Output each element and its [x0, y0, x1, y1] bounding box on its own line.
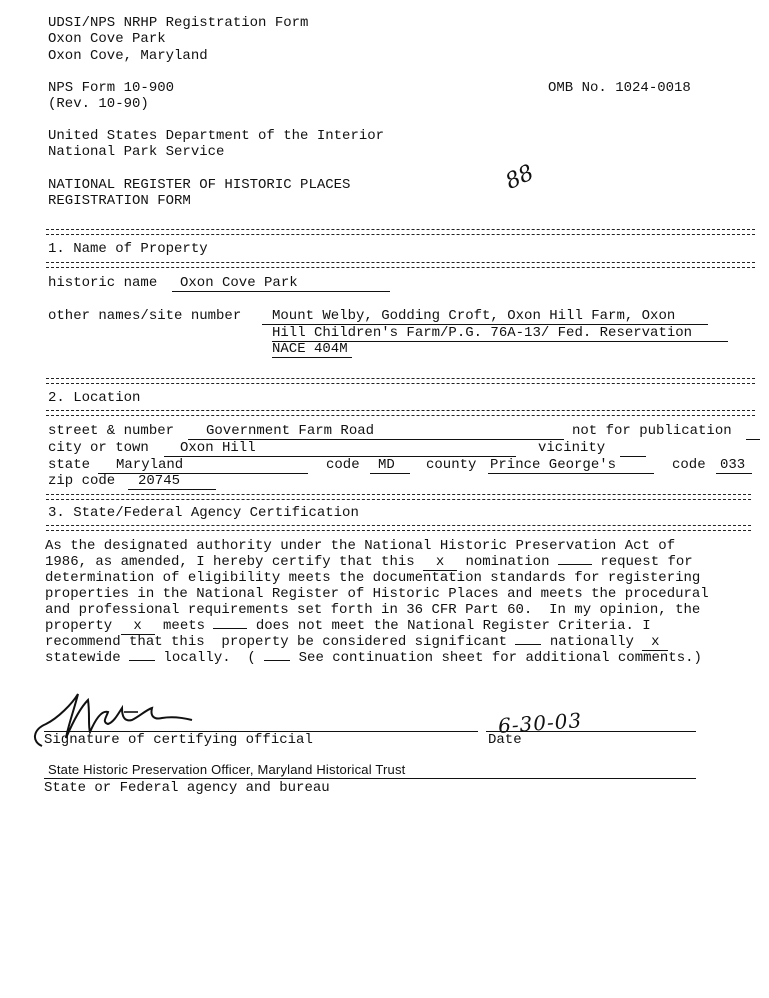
agency-label: State or Federal agency and bureau: [44, 780, 330, 796]
cert-paragraph-line: determination of eligibility meets the documentation standards for registering: [45, 570, 701, 586]
section2-heading: 2. Location: [48, 390, 141, 406]
form-number: NPS Form 10-900: [48, 80, 175, 96]
cert-text: property: [45, 618, 121, 634]
separator: [46, 262, 755, 268]
cert-paragraph-line: [45, 634, 668, 651]
state-label: state: [48, 457, 91, 473]
form-header-line3: Oxon Cove, Maryland: [48, 48, 208, 64]
state-underline: [98, 473, 308, 474]
city-value: Oxon Hill: [180, 440, 256, 456]
meets-mark: x: [121, 618, 155, 635]
date-label: Date: [488, 732, 522, 748]
cert-text: See continuation sheet for additional comments.): [290, 650, 702, 666]
other-names-line1: Mount Welby, Godding Croft, Oxon Hill Farm, Oxon: [272, 308, 676, 324]
city-label: city or town: [48, 440, 149, 456]
county-code-underline: [716, 473, 752, 474]
vicinity-blank: [620, 456, 646, 457]
vicinity-label: vicinity: [538, 440, 606, 456]
form-header-line1: UDSI/NPS NRHP Registration Form: [48, 15, 309, 31]
form-header-line2: Oxon Cove Park: [48, 31, 166, 47]
section3-heading: 3. State/Federal Agency Certification: [48, 505, 359, 521]
not-for-publication-blank: [746, 439, 760, 440]
cert-text: meets: [154, 618, 214, 634]
cert-text: request for: [591, 554, 693, 570]
certifying-officer-title: State Historic Preservation Officer, Maryland Historical Trust: [48, 762, 406, 777]
cert-text: locally. (: [155, 650, 265, 666]
street-value: Government Farm Road: [206, 423, 375, 439]
zip-value: 20745: [138, 473, 181, 489]
department-line1: United States Department of the Interior: [48, 128, 385, 144]
county-label: county: [426, 457, 477, 473]
handwritten-initials: 88: [501, 160, 538, 195]
separator: [46, 525, 751, 531]
other-names-line3: NACE 404M: [272, 341, 348, 357]
zip-label: zip code: [48, 473, 116, 489]
cert-text: nomination: [457, 554, 558, 570]
department-line2: National Park Service: [48, 144, 225, 160]
cert-paragraph-line: and professional requirements set forth in 36 CFR Part 60. In my opinion, the: [45, 602, 701, 618]
state-code-value: MD: [378, 457, 395, 473]
street-label: street & number: [48, 423, 175, 439]
section1-heading: 1. Name of Property: [48, 241, 208, 257]
cert-paragraph-line: [45, 650, 702, 666]
cert-text: recommend that this property be considered significant: [45, 634, 516, 650]
statewide-mark: x: [642, 634, 668, 651]
county-value: Prince George's: [490, 457, 617, 473]
cert-text: 1986, as amended, I hereby certify that this: [45, 554, 424, 570]
separator: [46, 410, 755, 416]
agency-line: [44, 778, 696, 779]
cert-paragraph-line: properties in the National Register of Historic Places and meets the procedural: [45, 586, 709, 602]
other-names-underline: [272, 357, 352, 358]
form-title-line2: REGISTRATION FORM: [48, 193, 191, 209]
historic-name-label: historic name: [48, 275, 158, 291]
state-code-label: code: [326, 457, 360, 473]
handwritten-date: 6-30-03: [497, 708, 583, 738]
historic-name-value: Oxon Cove Park: [180, 275, 298, 291]
continuation-blank: [264, 660, 290, 661]
separator: [46, 494, 751, 500]
does-not-meet-blank: [213, 628, 247, 629]
other-names-label: other names/site number: [48, 308, 242, 324]
county-code-label: code: [672, 457, 706, 473]
request-blank: [558, 564, 592, 565]
historic-name-underline: [172, 291, 390, 292]
state-code-underline: [370, 473, 410, 474]
separator: [46, 378, 755, 384]
signature-label: Signature of certifying official: [44, 732, 313, 748]
separator: [46, 229, 755, 235]
omb-number: OMB No. 1024-0018: [548, 80, 691, 96]
nomination-mark: x: [423, 554, 457, 571]
cert-text: nationally: [541, 634, 643, 650]
other-names-line2: Hill Children's Farm/P.G. 76A-13/ Fed. Reservation: [272, 325, 693, 341]
state-value: Maryland: [116, 457, 184, 473]
form-title-line1: NATIONAL REGISTER OF HISTORIC PLACES: [48, 177, 351, 193]
county-underline: [488, 473, 654, 474]
county-code-value: 033: [720, 457, 746, 473]
cert-text: statewide: [45, 650, 130, 666]
cert-paragraph-line: [45, 618, 651, 635]
cert-paragraph-line: [45, 554, 693, 571]
cert-paragraph-line: As the designated authority under the National Historic Preservation Act of: [45, 538, 676, 554]
nationally-blank: [515, 644, 541, 645]
cert-text: does not meet the National Register Criteria. I: [247, 618, 651, 634]
zip-underline: [128, 489, 216, 490]
form-revision: (Rev. 10-90): [48, 96, 149, 112]
not-for-publication-label: not for publication: [572, 423, 732, 439]
locally-blank: [129, 660, 155, 661]
